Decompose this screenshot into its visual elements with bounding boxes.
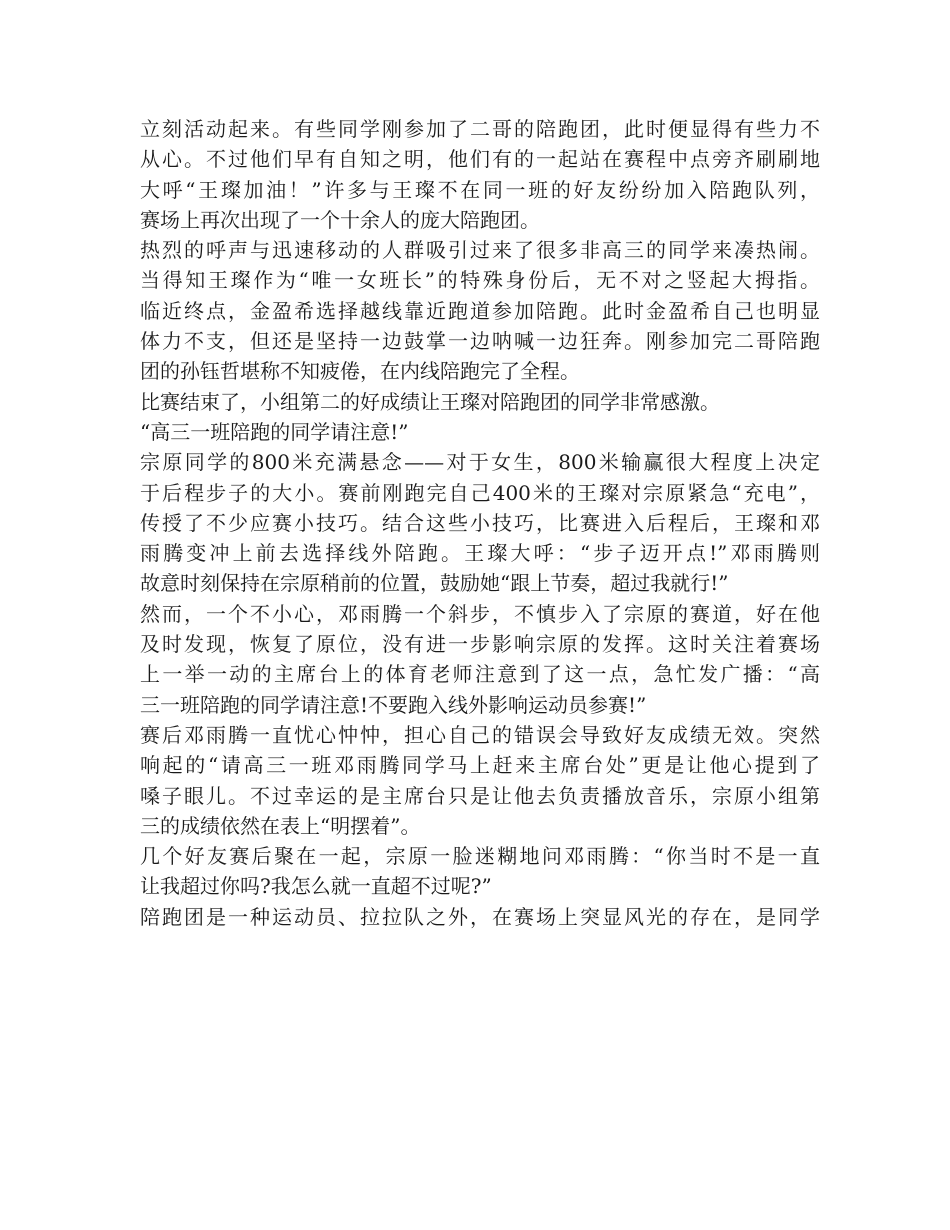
text-line: 陪跑团是一种运动员、拉拉队之外，在赛场上突显风光的存在，是同学: [140, 904, 820, 929]
text-line: 赛场上再次出现了一个十余人的庞大陪跑团。: [140, 207, 540, 232]
text-line: 故意时刻保持在宗原稍前的位置，鼓励她“跟上节奏，超过我就行!”: [140, 571, 729, 596]
text-line: 雨腾变冲上前去选择线外陪跑。王璨大呼：“步子迈开点!”邓雨腾则: [140, 541, 820, 566]
text-line: 临近终点，金盈希选择越线靠近跑道参加陪跑。此时金盈希自己也明显: [140, 298, 820, 323]
text-line: 当得知王璨作为“唯一女班长”的特殊身份后，无不对之竖起大拇指。: [140, 268, 820, 293]
text-line: 三一班陪跑的同学请注意!不要跑入线外影响运动员参赛!”: [140, 692, 647, 717]
text-line: 传授了不少应赛小技巧。结合这些小技巧，比赛进入后程后，王璨和邓: [140, 510, 820, 535]
text-line: 于后程步子的大小。赛前刚跑完自己400米的王璨对宗原紧急“充电”，: [140, 480, 820, 505]
text-line: 让我超过你吗?我怎么就一直超不过呢?”: [140, 874, 492, 899]
text-line: 响起的“请高三一班邓雨腾同学马上赶来主席台处”更是让他心提到了: [140, 753, 820, 778]
text-line: 宗原同学的800米充满悬念——对于女生，800米输赢很大程度上决定: [140, 450, 820, 475]
text-line: 从心。不过他们早有自知之明，他们有的一起站在赛程中点旁齐刷刷地: [140, 147, 820, 172]
text-line: 大呼“王璨加油！”许多与王璨不在同一班的好友纷纷加入陪跑队列，: [140, 177, 820, 202]
text-line: 及时发现，恢复了原位，没有进一步影响宗原的发挥。这时关注着赛场: [140, 632, 820, 657]
text-line: 团的孙钰哲堪称不知疲倦，在内线陪跑完了全程。: [140, 359, 580, 384]
text-line: 三的成绩依然在表上“明摆着”。: [140, 813, 421, 838]
text-line: 赛后邓雨腾一直忧心忡忡，担心自己的错误会导致好友成绩无效。突然: [140, 722, 820, 747]
text-line: 几个好友赛后聚在一起，宗原一脸迷糊地问邓雨腾：“你当时不是一直: [140, 844, 820, 869]
text-line: 然而，一个不小心，邓雨腾一个斜步，不慎步入了宗原的赛道，好在他: [140, 601, 820, 626]
text-line: 体力不支，但还是坚持一边鼓掌一边呐喊一边狂奔。刚参加完二哥陪跑: [140, 329, 820, 354]
text-line: 比赛结束了，小组第二的好成绩让王璨对陪跑团的同学非常感激。: [140, 389, 720, 414]
document-body: [140, 114, 820, 932]
text-line: 嗓子眼儿。不过幸运的是主席台只是让他去负责播放音乐，宗原小组第: [140, 783, 820, 808]
text-line: “高三一班陪跑的同学请注意!”: [140, 419, 409, 444]
text-line: 立刻活动起来。有些同学刚参加了二哥的陪跑团，此时便显得有些力不: [140, 117, 820, 141]
text-line: 上一举一动的主席台上的体育老师注意到了这一点，急忙发广播：“高: [140, 662, 820, 687]
text-line: 热烈的呼声与迅速移动的人群吸引过来了很多非高三的同学来凑热闹。: [140, 238, 820, 263]
